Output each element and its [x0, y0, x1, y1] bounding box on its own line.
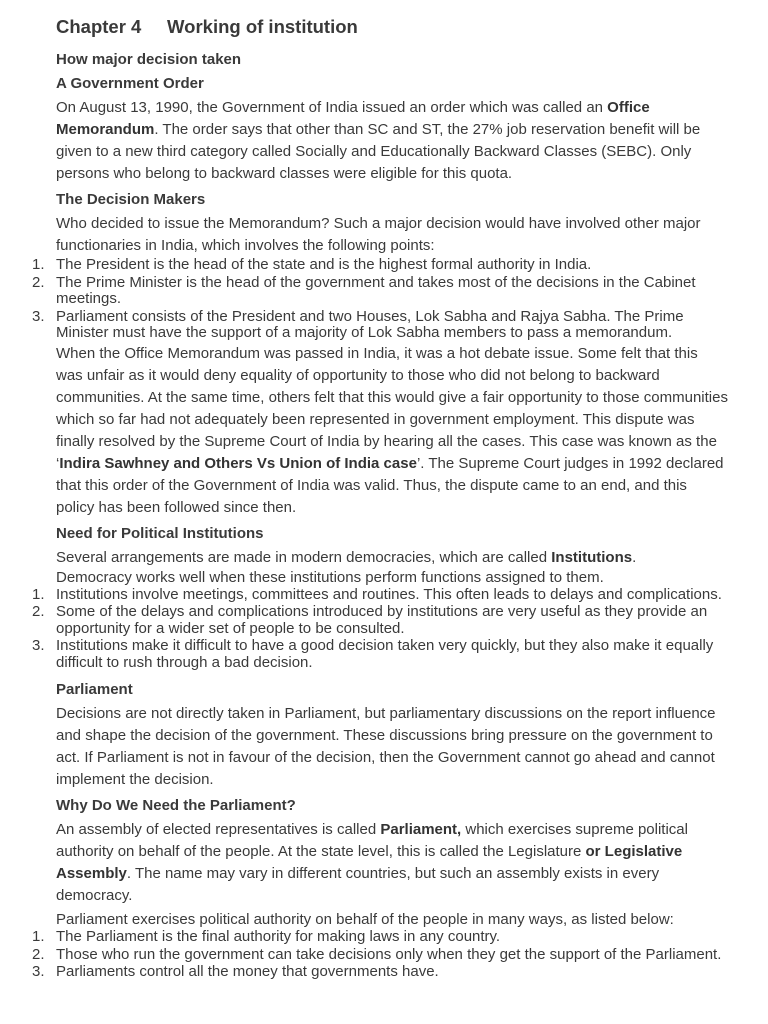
- list-item: [0, 587, 728, 604]
- list-item: [0, 309, 728, 342]
- numbered-list: [0, 257, 728, 342]
- list-item-text: Parliament consists of the President and two Houses, Lok Sabha and Rajya Sabha. The Prime Minister must have the support of a majority of Lok Sabha members to pass a memorandum.: [56, 307, 684, 341]
- list-number: 2.: [32, 945, 45, 963]
- text-run: which exercises supreme political authority on behalf of the people. At the state level, this is called the Legislature: [56, 821, 688, 860]
- section-heading: Parliament: [56, 681, 133, 698]
- list-number: 1.: [32, 256, 45, 273]
- section-heading: Why Do We Need the Parliament?: [56, 797, 296, 814]
- text-run: .: [632, 548, 637, 566]
- bold-term: Indira Sawhney and Others Vs Union of India case: [59, 454, 417, 472]
- text-run: When the Office Memorandum was passed in India, it was a hot debate issue. Some felt that this was unfair as it would deny equality of opportunity to those who did not belong to backward communities. At the same time, others felt that this would give a fair opportunity to those communities which so far had not adequately been represented in government employment. This dispute was finally resolved by the Supreme Court of India by hearing all the cases. This case was known as the ‘: [56, 344, 728, 472]
- chapter-name: Working of institution: [167, 16, 358, 37]
- paragraph: [56, 819, 728, 907]
- list-number: 3.: [32, 307, 45, 325]
- list-number: 1.: [32, 585, 45, 603]
- list-item: [0, 929, 728, 946]
- numbered-list: [0, 929, 728, 981]
- list-item-text: The Parliament is the final authority for making laws in any country.: [56, 928, 501, 945]
- list-number: 2.: [32, 273, 45, 291]
- text-run: Several arrangements are made in modern democracies, which are called: [56, 548, 552, 566]
- section-heading: Need for Political Institutions: [56, 524, 264, 542]
- chapter-title: [56, 14, 728, 40]
- paragraph: Parliament exercises political authority on behalf of the people in many ways, as listed below:: [56, 911, 674, 928]
- list-item: [0, 604, 728, 637]
- section-heading: The Decision Makers: [56, 191, 206, 208]
- list-item-text: Institutions make it difficult to have a good decision taken very quickly, but they also make it equally difficult to rush through a bad decision.: [56, 637, 714, 671]
- section-heading: How major decision taken: [56, 51, 242, 68]
- list-item: [0, 257, 728, 274]
- list-number: 3.: [32, 963, 45, 980]
- list-item: [0, 947, 728, 964]
- bold-term: Office Memorandum: [56, 99, 650, 138]
- list-item-text: The President is the head of the state and is the highest formal authority in India.: [56, 256, 592, 273]
- bold-term: Institutions: [551, 548, 633, 566]
- text-run: An assembly of elected representatives is called: [56, 821, 381, 838]
- list-number: 3.: [32, 637, 45, 654]
- text-run: On August 13, 1990, the Government of India issued an order which was called an: [56, 99, 608, 116]
- paragraph: [56, 343, 728, 519]
- section-subheading: A Government Order: [56, 75, 204, 92]
- list-item: [0, 638, 728, 671]
- paragraph: Who decided to issue the Memorandum? Such a major decision would have involved other major functionaries in India, which involves the following points:: [56, 215, 701, 254]
- bold-term: Parliament,: [380, 821, 462, 838]
- text-run: . The name may vary in different countries, but such an assembly exists in every democracy.: [56, 865, 660, 904]
- list-item-text: Institutions involve meetings, committees and routines. This often leads to delays and complications.: [56, 585, 722, 603]
- text-run: ’. The Supreme Court judges in 1992 declared that this order of the Government of India was valid. Thus, the dispute came to an end, and this policy has been followed since then.: [56, 454, 724, 516]
- paragraph: [56, 547, 728, 569]
- list-item-text: Parliaments control all the money that governments have.: [56, 963, 439, 980]
- list-number: 1.: [32, 928, 45, 945]
- chapter-label: Chapter 4: [56, 16, 142, 37]
- list-item-text: Some of the delays and complications introduced by institutions are very useful as they provide an opportunity for a wider set of people to be consulted.: [56, 603, 708, 637]
- numbered-list: [0, 587, 728, 672]
- paragraph: [56, 97, 728, 185]
- paragraph: Democracy works well when these institutions perform functions assigned to them.: [56, 568, 604, 586]
- list-item: [0, 275, 728, 308]
- text-run: . The order says that other than SC and ST, the 27% job reservation benefit will be given to a new third category called Socially and Educationally Backward Classes (SEBC). Only persons who belong to backward classes were eligible for this quota.: [56, 121, 701, 182]
- paragraph: Decisions are not directly taken in Parliament, but parliamentary discussions on the report influence and shape the decision of the government. These discussions bring pressure on the government to act. If Parliament is not in favour of the decision, then the Government cannot go ahead and cannot implement the decision.: [56, 705, 716, 788]
- bold-term: or Legislative Assembly: [56, 843, 683, 882]
- list-item-text: Those who run the government can take decisions only when they get the support of the Parliament.: [56, 945, 722, 963]
- list-item-text: The Prime Minister is the head of the government and takes most of the decisions in the Cabinet meetings.: [56, 273, 696, 307]
- list-number: 2.: [32, 603, 45, 620]
- list-item: [0, 964, 728, 981]
